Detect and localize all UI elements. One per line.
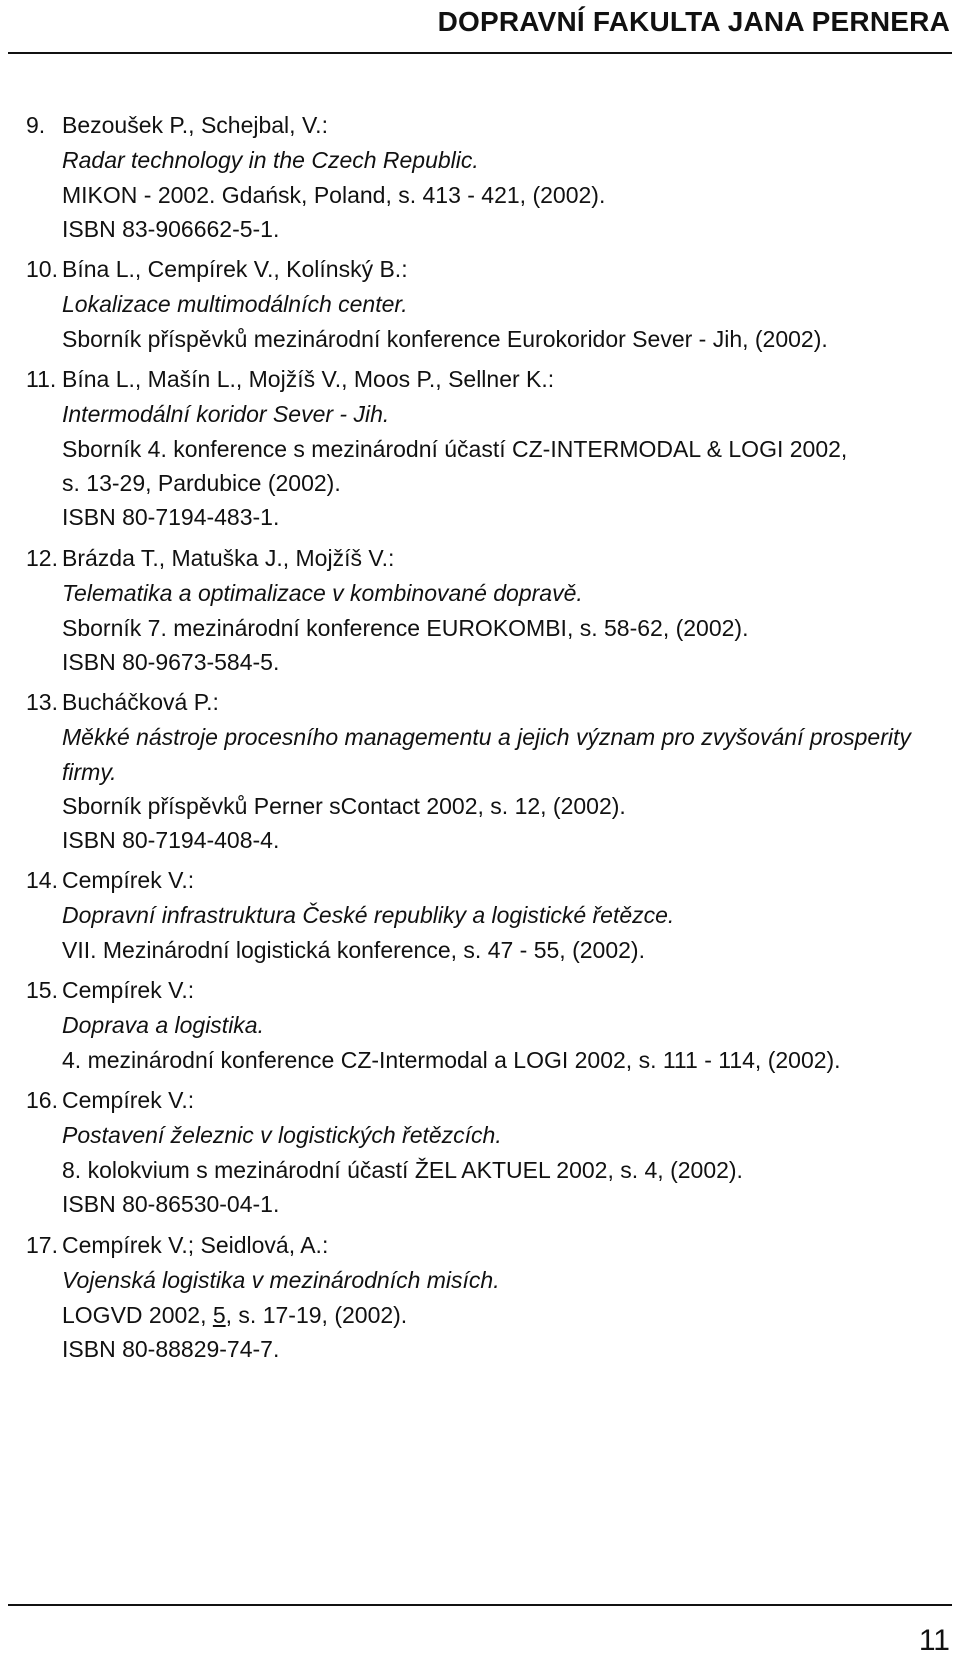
reference-isbn: ISBN 80-88829-74-7. bbox=[62, 1336, 280, 1362]
reference-source: VII. Mezinárodní logistická konference, s. 47 - 55, (2002). bbox=[62, 937, 645, 963]
reference-source: Sborník příspěvků mezinárodní konference Eurokoridor Sever - Jih, (2002). bbox=[62, 326, 828, 352]
reference-pages: s. 13-29, Pardubice (2002). bbox=[62, 470, 341, 496]
reference-source bbox=[62, 1299, 407, 1331]
reference-authors: Cempírek V.; Seidlová, A.: bbox=[62, 1232, 329, 1258]
reference-title: Měkké nástroje procesního managementu a jejich význam pro zvyšování prosperity bbox=[62, 724, 911, 750]
reference-isbn: ISBN 80-86530-04-1. bbox=[62, 1191, 280, 1217]
reference-title: Vojenská logistika v mezinárodních misích. bbox=[62, 1267, 500, 1293]
reference-title-continued: firmy. bbox=[62, 759, 117, 785]
reference-source: Sborník 7. mezinárodní konference EUROKOMBI, s. 58-62, (2002). bbox=[62, 615, 749, 641]
reference-isbn: ISBN 80-7194-483-1. bbox=[62, 504, 280, 530]
reference-authors: Cempírek V.: bbox=[62, 977, 195, 1003]
reference-number: 17. bbox=[26, 1232, 58, 1258]
header-divider bbox=[8, 52, 952, 54]
reference-title: Doprava a logistika. bbox=[62, 1012, 264, 1038]
reference-authors: Cempírek V.: bbox=[62, 867, 195, 893]
page-number: 11 bbox=[918, 1624, 950, 1657]
reference-number: 11. bbox=[26, 366, 57, 392]
reference-title: Dopravní infrastruktura České republiky a logistické řetězce. bbox=[62, 902, 675, 928]
reference-number: 14. bbox=[26, 867, 58, 893]
faculty-title: DOPRAVNÍ FAKULTA JANA PERNERA bbox=[437, 6, 950, 37]
reference-source: Sborník příspěvků Perner sContact 2002, s. 12, (2002). bbox=[62, 793, 626, 819]
reference-title: Telematika a optimalizace v kombinované dopravě. bbox=[62, 580, 583, 606]
source-suffix: , s. 17-19, (2002). bbox=[225, 1302, 408, 1328]
reference-title: Lokalizace multimodálních center. bbox=[62, 291, 408, 317]
reference-isbn: ISBN 83-906662-5-1. bbox=[62, 216, 280, 242]
reference-isbn: ISBN 80-7194-408-4. bbox=[62, 827, 280, 853]
volume-number: 5 bbox=[212, 1302, 226, 1328]
reference-number: 13. bbox=[26, 689, 58, 715]
reference-source: 4. mezinárodní konference CZ-Intermodal a LOGI 2002, s. 111 - 114, (2002). bbox=[62, 1047, 841, 1073]
footer-divider bbox=[8, 1604, 952, 1606]
reference-source: Sborník 4. konference s mezinárodní účastí CZ-INTERMODAL & LOGI 2002, bbox=[62, 436, 848, 462]
reference-title: Radar technology in the Czech Republic. bbox=[62, 147, 479, 173]
reference-source: 8. kolokvium s mezinárodní účastí ŽEL AKTUEL 2002, s. 4, (2002). bbox=[62, 1157, 743, 1183]
reference-authors: Bína L., Mašín L., Mojžíš V., Moos P., Sellner K.: bbox=[62, 366, 555, 392]
reference-authors: Bína L., Cempírek V., Kolínský B.: bbox=[62, 256, 408, 282]
reference-authors: Cempírek V.: bbox=[62, 1087, 195, 1113]
reference-isbn: ISBN 80-9673-584-5. bbox=[62, 649, 280, 675]
reference-authors: Brázda T., Matuška J., Mojžíš V.: bbox=[62, 545, 395, 571]
reference-number: 9. bbox=[26, 112, 46, 138]
reference-title: Postavení železnic v logistických řetězcích. bbox=[62, 1122, 502, 1148]
reference-authors: Bezoušek P., Schejbal, V.: bbox=[62, 112, 328, 138]
page-header bbox=[0, 0, 960, 66]
source-prefix: LOGVD 2002, bbox=[62, 1302, 213, 1328]
reference-number: 10. bbox=[26, 256, 58, 282]
reference-authors: Bucháčková P.: bbox=[62, 689, 219, 715]
reference-title: Intermodální koridor Sever - Jih. bbox=[62, 401, 390, 427]
reference-number: 16. bbox=[26, 1087, 58, 1113]
reference-number: 15. bbox=[26, 977, 58, 1003]
reference-number: 12. bbox=[26, 545, 58, 571]
reference-source: MIKON - 2002. Gdańsk, Poland, s. 413 - 421, (2002). bbox=[62, 182, 606, 208]
